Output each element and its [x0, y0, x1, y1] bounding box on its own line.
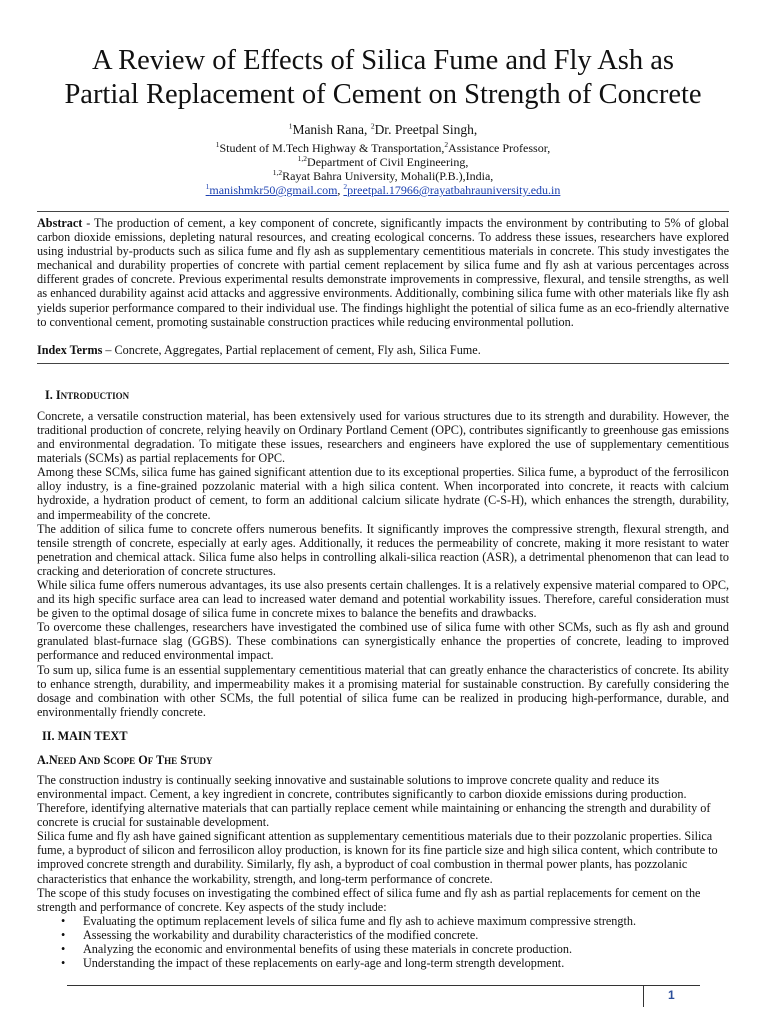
- paragraph: The addition of silica fume to concrete offers numerous benefits. It significantly improves the compressive strength, flexural strength, and tensile strength of concrete, especially at early ages. Additionally, it reduces the permeability of concrete, making it more resistant to water penetration and chemical attack. Silica fume also helps in controlling alkali-silica reaction (ASR), a detrimental phenomenon that can lead to cracking and deterioration of concrete structures.: [37, 521, 729, 578]
- affiliation-marker: 1: [215, 140, 220, 149]
- email-link-2[interactable]: [343, 183, 560, 197]
- paper-title: [29, 44, 737, 112]
- affiliation-text: Student of M.Tech Highway & Transportation,: [219, 141, 445, 155]
- email-text: preetpal.17966@rayatbahrauniversity.edu.in: [347, 183, 561, 197]
- footer-divider: [643, 985, 644, 1007]
- subsection-heading: [37, 753, 729, 768]
- paragraph: The scope of this study focuses on investigating the combined effect of silica fume and fly ash as partial replacements for cement on the strength and performance of concrete. Key aspects of the study include:: [37, 885, 701, 914]
- email-marker: 2: [343, 182, 348, 191]
- affiliation-text: Rayat Bahra University, Mohali(P.B.),India,: [282, 169, 494, 183]
- paragraph: Among these SCMs, silica fume has gained significant attention due to its exceptional properties. Silica fume, a byproduct of the ferrosilicon alloy industry, is a fine-grained pozzolanic material with a high silica content. When incorporated into concrete, it reacts with calcium hydroxide, a hydration product of cement, to form an additional calcium silicate hydrate (C-S-H), which enhances the strength, durability, and impermeability of the concrete.: [37, 465, 729, 522]
- affiliation-marker: 2: [444, 140, 449, 149]
- author-list: [37, 121, 729, 138]
- affiliation-marker: 1,2: [272, 168, 283, 177]
- list-item: • Assessing the workability and durability characteristics of the modified concrete.: [83, 928, 729, 942]
- page-number: 1: [668, 988, 675, 1002]
- paragraph: While silica fume offers numerous advantages, its use also presents certain challenges. It is a relatively expensive material compared to OPC, and its high specific surface area can lead to increased water demand and potential workability issues. Therefore, careful consideration must be given to the optimal dosage of silica fume in concrete mixes to balance the benefits and drawbacks.: [37, 577, 729, 621]
- email-marker: 1: [205, 182, 210, 191]
- affiliation-university: [37, 169, 729, 183]
- list-item: • Analyzing the economic and environmental benefits of using these materials in concrete production.: [83, 942, 729, 956]
- introduction-body: [37, 409, 729, 719]
- study-aspects-list: [37, 914, 729, 970]
- abstract-label: Abstract: [37, 216, 83, 230]
- paragraph: To sum up, silica fume is an essential supplementary cementitious material that can greatly enhance the characteristics of concrete. Its ability to enhance strength, durability, and impermeability makes it a promising material for sustainable construction. By carefully considering the dosage and combination with other SCMs, the full potential of silica fume can be realized in producing high-performance, durable, and environmentally friendly concrete.: [37, 662, 729, 719]
- index-terms-label: Index Terms: [37, 342, 103, 357]
- affiliation-text: Department of Civil Engineering,: [307, 155, 469, 169]
- list-item: • Evaluating the optimum replacement levels of silica fume and fly ash to achieve maximum compressive strength.: [83, 914, 729, 928]
- list-item: • Understanding the impact of these replacements on early-age and long-term strength development.: [83, 956, 729, 970]
- affiliation-roles: [37, 141, 729, 155]
- section-heading-main-text: II. MAIN TEXT: [42, 728, 128, 743]
- subsection-number: A.: [37, 752, 49, 767]
- index-terms-text: – Concrete, Aggregates, Partial replacement of cement, Fly ash, Silica Fume.: [102, 342, 481, 357]
- section-title: Introduction: [55, 387, 130, 402]
- paragraph: The construction industry is continually seeking innovative and sustainable solutions to improve concrete quality and reduce its environmental impact. Cement, a key ingredient in concrete, contributes significantly to carbon dioxide emissions during production. Therefore, identifying alternative materials that can partially replace cement while maintaining or enhancing the strength and durability of concrete is crucial for sustainable development.: [37, 772, 711, 830]
- author-marker: 1: [288, 121, 293, 131]
- index-terms: [37, 343, 729, 357]
- subsection-title: Need And Scope Of The Study: [48, 752, 213, 767]
- paragraph: Concrete, a versatile construction material, has been extensively used for various structures due to its strength and durability. However, the traditional production of concrete, relying heavily on Ordinary Portland Cement (OPC), contributes significantly to greenhouse gas emissions and environmental degradation. To mitigate these issues, researchers and engineers have explored the use of supplementary cementitious materials (SCMs) as partial replacements for OPC.: [37, 408, 729, 466]
- affiliation-text: Assistance Professor,: [448, 141, 551, 155]
- main-text-body: [37, 773, 729, 970]
- divider: [37, 363, 729, 364]
- title-line-1: A Review of Effects of Silica Fume and Fly Ash as: [91, 45, 675, 76]
- footer-rule: [67, 985, 700, 986]
- title-line-2: Partial Replacement of Cement on Strength of Concrete: [64, 79, 702, 110]
- affiliation-department: [37, 155, 729, 169]
- divider: [37, 211, 729, 212]
- paragraph: Silica fume and fly ash have gained significant attention as supplementary cementitious materials due to their pozzolanic properties. Silica fume, a byproduct of silicon and ferrosilicon alloy production, is known for its fine particle size and high silica content, which contribute to improved concrete strength and durability. Similarly, fly ash, a byproduct of coal combustion in thermal power plants, has pozzolanic characteristics that enhance the workability, strength, and long-term performance of concrete.: [37, 829, 718, 886]
- section-number: I.: [45, 387, 56, 402]
- email-separator: ,: [337, 183, 344, 197]
- author-name: Manish Rana,: [292, 122, 371, 137]
- abstract: [37, 216, 729, 329]
- affiliation-marker: 1,2: [297, 154, 308, 163]
- paragraph: To overcome these challenges, researchers have investigated the combined use of silica fume with other SCMs, such as fly ash and ground granulated blast-furnace slag (GGBS). These combinations can synergistically enhance the properties of concrete, leading to improved performance and reduced environmental impact.: [37, 620, 729, 663]
- paper-page: [37, 0, 729, 970]
- author-name: Dr. Preetpal Singh,: [374, 122, 478, 137]
- author-marker: 2: [370, 121, 375, 131]
- abstract-text: - The production of cement, a key component of concrete, significantly impacts the environment by contributing to 5% of global carbon dioxide emissions, depleting natural resources, and creating ecological concerns. To address these issues, researchers have explored using industrial by-products such as silica fume and fly ash as supplementary cementitious materials in concrete. This study investigates the mechanical and durability properties of concrete with partial cement replacement by silica fume and fly ash at various percentages across different grades of concrete. Previous experimental results demonstrate improvements in compressive, flexural, and tensile strengths, as well as enhanced durability against acid attacks and aggressive environments. Additionally, combining silica fume with other materials like fly ash yields superior performance compared to their individual use. The findings highlight the potential of silica fume as an eco-friendly alternative to conventional cement, promoting sustainable construction practices while reducing environmental pollution.: [37, 216, 729, 329]
- section-heading-introduction: [37, 388, 729, 403]
- author-emails: [37, 183, 729, 197]
- email-text: manishmkr50@gmail.com: [209, 183, 338, 197]
- email-link-1[interactable]: [206, 183, 338, 197]
